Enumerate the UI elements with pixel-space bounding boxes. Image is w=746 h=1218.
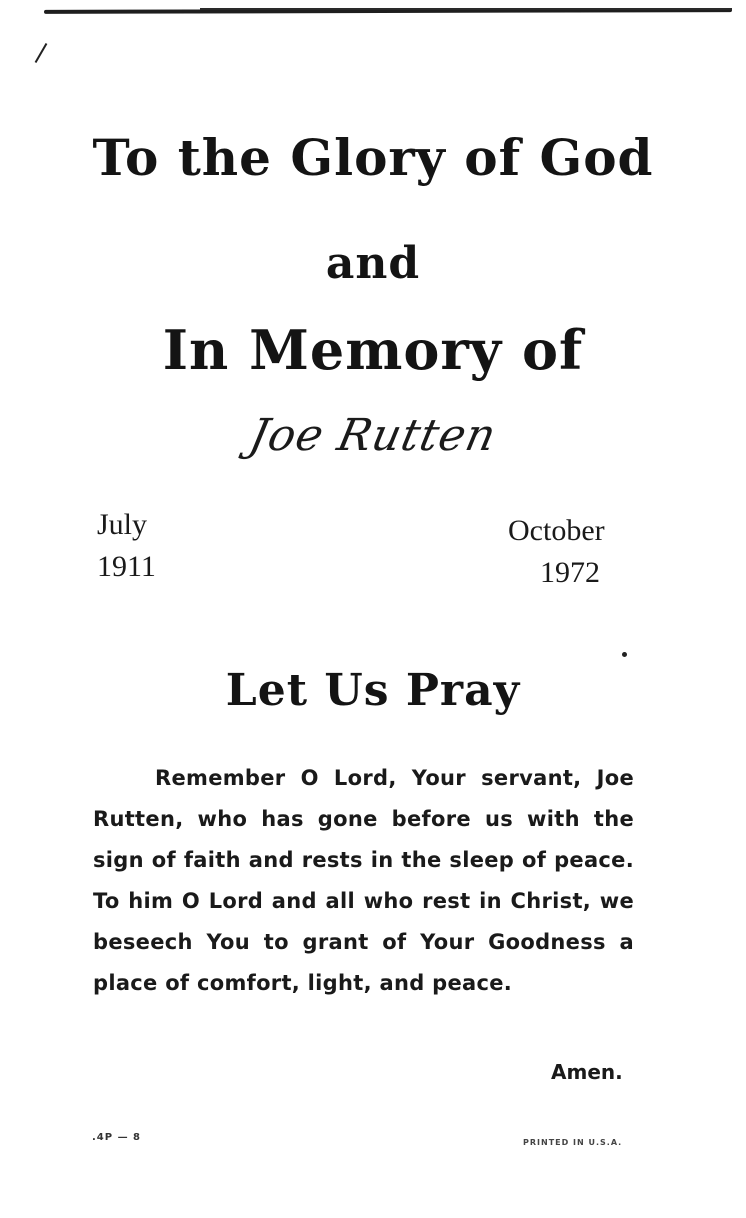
deceased-name-signature: Joe Rutten	[244, 410, 502, 461]
title-line-memory: In Memory of	[162, 318, 584, 382]
birth-year: 1911	[97, 550, 156, 583]
death-month: October	[508, 514, 605, 547]
death-year: 1972	[540, 556, 600, 589]
top-border-rule-secondary	[200, 8, 732, 10]
prayer-heading: Let Us Pray	[225, 665, 521, 716]
title-line-glory: To the Glory of God	[92, 128, 654, 187]
ink-speck	[622, 652, 627, 657]
prayer-closing: Amen.	[551, 1060, 623, 1084]
birth-month: July	[97, 508, 148, 541]
title-line-and: and	[325, 238, 421, 289]
prayer-text: Remember O Lord, Your servant, Joe Rutten, who has gone before us with the sign of faith and rests in the sleep of peace. To him O Lord and all who rest in Christ, we beseech You to grant of Your Goodness a place of comfort, light, and peace.	[93, 766, 634, 995]
death-date	[508, 510, 605, 594]
scan-artifact-mark	[35, 43, 48, 63]
footer-code: .4P — 8	[92, 1132, 142, 1143]
footer-printed-in: PRINTED IN U.S.A.	[523, 1138, 623, 1147]
birth-date	[97, 504, 156, 588]
